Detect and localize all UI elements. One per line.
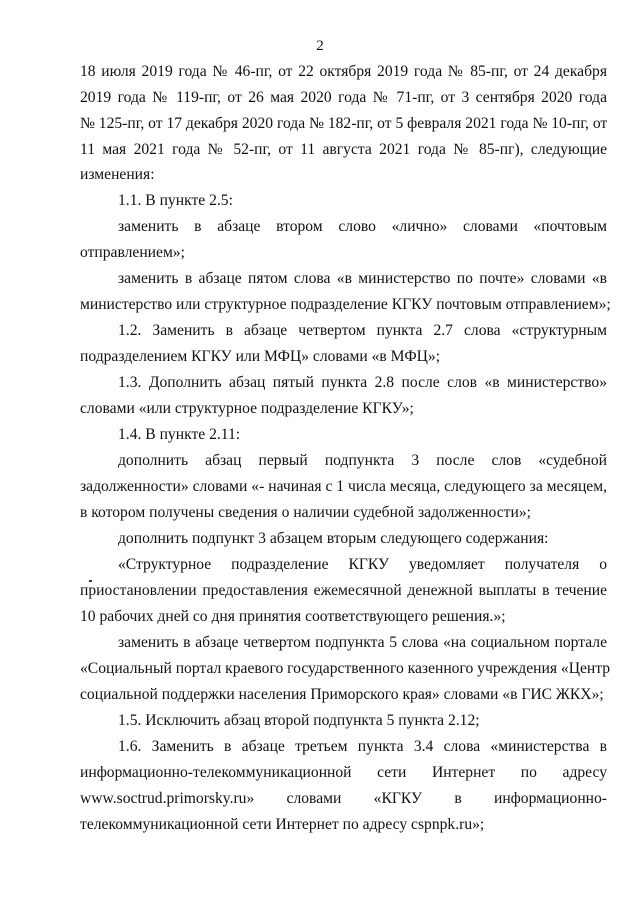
text-line: 2019 года № 119-пг, от 26 мая 2020 года № 71-пг, от 3 сентября 2020 года <box>80 89 607 106</box>
text-line: www.soctrud.primorsky.ru» словами «КГКУ в информационно- <box>80 790 607 807</box>
text-line: подразделением КГКУ или МФЦ» словами «в МФЦ»; <box>80 348 441 365</box>
text-line: «Структурное подразделение КГКУ уведомляет получателя о <box>118 556 607 573</box>
text-line: информационно-телекоммуникационной сети Интернет по адресу <box>80 764 607 781</box>
text-line: в котором получены сведения о наличии судебной задолженности»; <box>80 504 531 521</box>
text-line: заменить в абзаце втором слово «лично» словами «почтовым <box>118 218 607 235</box>
text-line: «Социальный портал краевого государственного казенного учреждения «Центр <box>80 660 611 677</box>
text-line: 18 июля 2019 года № 46-пг, от 22 октября 2019 года № 85-пг, от 24 декабря <box>80 63 607 80</box>
text-line: задолженности» словами «- начиная с 1 числа месяца, следующего за месяцем, <box>80 478 607 495</box>
text-line: 1.5. Исключить абзац второй подпункта 5 пункта 2.12; <box>118 712 480 729</box>
page-number: 2 <box>316 38 324 54</box>
text-line: 11 мая 2021 года № 52-пг, от 11 августа 2021 года № 85-пг), следующие <box>80 141 607 158</box>
text-line: отправлением»; <box>80 244 185 261</box>
text-line: телекоммуникационной сети Интернет по адресу cspnpk.ru»; <box>80 816 485 833</box>
text-line: изменения: <box>80 166 155 183</box>
text-line: заменить в абзаце четвертом подпункта 5 слова «на социальном портале <box>118 634 607 651</box>
text-line: 1.3. Дополнить абзац пятый пункта 2.8 после слов «в министерство» <box>118 374 607 391</box>
text-line: заменить в абзаце пятом слова «в министерство по почте» словами «в <box>118 270 607 287</box>
text-line: министерство или структурное подразделение КГКУ почтовым отправлением»; <box>80 296 611 313</box>
section-heading: 1.4. В пункте 2.11: <box>118 426 241 443</box>
section-heading: 1.1. В пункте 2.5: <box>118 192 233 209</box>
text-line: социальной поддержки населения Приморского края» словами «в ГИС ЖКХ»; <box>80 686 604 703</box>
text-line: приостановлении предоставления ежемесячной денежной выплаты в течение <box>80 582 607 599</box>
text-line: словами «или структурное подразделение КГКУ»; <box>80 400 414 417</box>
text-line: 1.2. Заменить в абзаце четвертом пункта 2.7 слова «структурным <box>118 322 607 339</box>
scan-speck <box>89 580 92 582</box>
text-line: № 125-пг, от 17 декабря 2020 года № 182-пг, от 5 февраля 2021 года № 10-пг, от <box>80 115 608 132</box>
text-line: 1.6. Заменить в абзаце третьем пункта 3.4 слова «министерства в <box>118 738 607 755</box>
text-line: дополнить абзац первый подпункта 3 после слов «судебной <box>118 452 607 469</box>
text-line: 10 рабочих дней со дня принятия соответствующего решения.»; <box>80 608 506 625</box>
text-line: дополнить подпункт 3 абзацем вторым следующего содержания: <box>118 530 549 547</box>
